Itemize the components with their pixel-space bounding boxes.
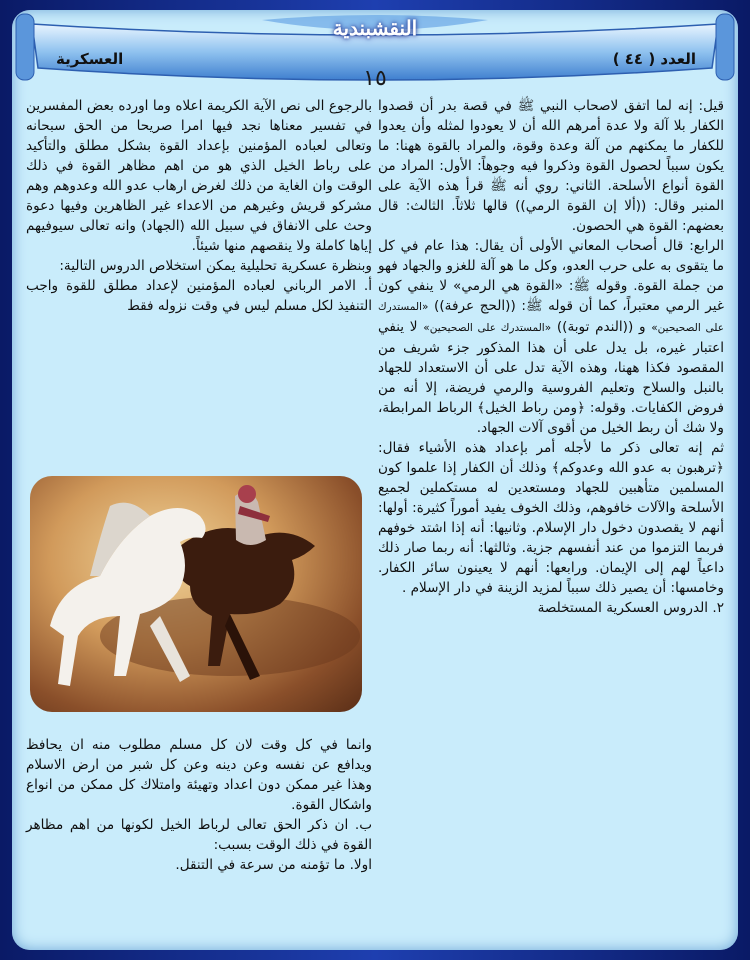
header-banner <box>12 10 738 90</box>
magazine-brand: النقشبندية <box>332 16 418 40</box>
page-number: ١٥ <box>363 66 387 91</box>
section-label: العسكرية <box>56 50 124 68</box>
paragraph: ثم إنه تعالى ذكر ما لأجله أمر بإعداد هذه الأشياء فقال: ﴿ترهبون به عدو الله وعدوكم﴾ وذلك أن الكفار إذا علموا كون المسلمين متأهبين للجهاد ومستعدين له مستكملين لجميع الأسلحة والآلات خافوهم، وذلك الخوف يفيد أموراً كثيرة: أولها: أنهم لا يقصدون دخول دار الإسلام. وثانيها: أنه إذا اشتد خوفهم فربما التزموا من عند أنفسهم جزية. وثالثها: أنه ربما صار ذلك داعياً لهم إلى الإيمان. ورابعها: أنهم لا يعينون سائر الكفار. وخامسها: أن يصير ذلك سبباً لمزيد الزينة في دار الإسلام . <box>378 440 724 596</box>
citation: «المستدرك على الصحيحين» <box>423 322 552 334</box>
issue-label: العدد ( ٤٤ ) <box>612 50 696 68</box>
citation: «المستدرك على الصحيحين» <box>378 301 725 334</box>
paragraph: قيل: إنه لما اتفق لاصحاب النبي ﷺ في قصة بدر أن قصدوا الكفار بلا آلة ولا عدة أمرهم الله أن لا يعودوا لمثله وأن يعدوا للكفار ما يمكنهم من آلة وعدة وقوة، والمراد بالقوة ههنا: ما يكون سبباً لحصول القوة وذكروا فيه وجوهاً: الأول: المراد من القوة أنواع الأسلحة. الثاني: روي أنه ﷺ قرأ هذه الآية على المنبر وقال: ((ألا إن القوة الرمي)) قالها ثلاثاً. الثالث: قال بعضهم: القوة هي الحصون. <box>378 98 724 234</box>
right-column <box>378 96 724 618</box>
paragraph: بالرجوع الى نص الآية الكريمة اعلاه وما اورده بعض المفسرين في تفسير معناها نجد فيها امرا صريحا من الحق سبحانه وتعالى لعباده المؤمنين بإعداد القوة بشكل مطلق والتأكيد على رباط الخيل الذي هو من اهم مظاهر القوة في ذلك الوقت وان الغاية من ذلك لغرض ارهاب عدو الله وعدوهم وهم مشركو قريش وغيرهم من الاعداء غير الظاهرين وفيها دعوة وحث على الانفاق في سبيل الله (الجهاد) وانه تعالى سيوفيهم إياها كاملة ولا ينقصهم منها شيئاً. <box>26 98 372 254</box>
horses-painting <box>30 476 362 712</box>
paragraph: الرابع: قال أصحاب المعاني الأولى أن يقال: هذا عام في كل ما يتقوى به على حرب العدو، وكل ما هو آلة للغزو والجهاد فهو من جملة القوة. وقوله ﷺ: «القوة هي الرمي» لا ينفي كون غير الرمي معتبراً، كما أن قوله ﷺ: ((الحج عرفة)) «المستدرك على الصحيحين» و ((الندم توبة)) «المستدرك على الصحيحين» لا ينفي اعتبار غيره، بل يدل على أن هذا المذكور جزء شريف من المقصود فكذا ههنا، وهذه الآية تدل على أن الاستعداد للجهاد بالنبل والسلاح وتعليم الفروسية والرمي فريضة، إلا أنه من فروض الكفايات. وقوله: ﴿ومن رباط الخيل﴾ الرباط المرابطة، ولا شك أن ربط الخيل من أقوى آلات الجهاد. <box>378 238 725 436</box>
horses-illustration <box>30 476 362 712</box>
magazine-page <box>12 10 738 950</box>
left-column-top <box>26 96 372 316</box>
subheading: ٢. الدروس العسكرية المستخلصة <box>537 600 724 616</box>
paragraph: اولا. ما تؤمنه من سرعة في التنقل. <box>175 857 372 873</box>
left-column-bottom <box>26 735 372 875</box>
paragraph: ب. ان ذكر الحق تعالى لرباط الخيل لكونها من اهم مظاهر القوة في ذلك الوقت بسبب: <box>26 817 372 853</box>
paragraph: أ. الامر الرباني لعباده المؤمنين لإعداد مطلق للقوة واجب التنفيذ لكل مسلم ليس في وقت نزوله فقط <box>26 278 372 314</box>
paragraph: وانما في كل وقت لان كل مسلم مطلوب منه ان يحافظ ويدافع عن نفسه وعن دينه وعن كل شبر من ارض الاسلام وهذا غير ممكن دون اعداد وتهيئة وامتلاك كل ممكن من انواع واشكال القوة. <box>26 737 372 813</box>
paragraph: وبنظرة عسكرية تحليلية يمكن استخلاص الدروس التالية: <box>59 258 372 274</box>
